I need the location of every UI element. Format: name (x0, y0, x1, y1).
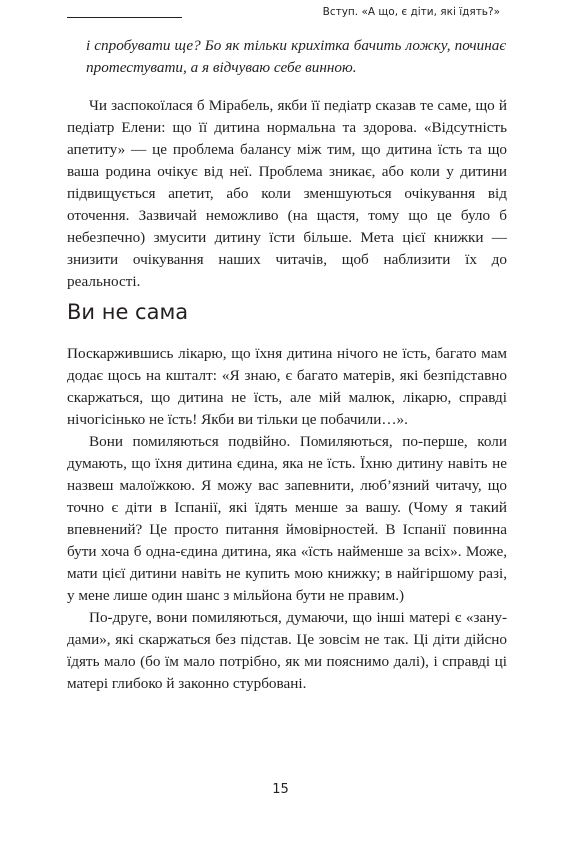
running-title: Вступ. «А що, є діти, які їдять?» (317, 6, 500, 18)
paragraph: По-друге, вони помиляються, думаючи, що інші матері є «занудами», які скаржаться без підстав. Це зовсім не так. Ці діти дійсно їдять мало (бо їм мало потрібно, як ми пояснимо далі), і справді ці матері глибоко й законно стурбовані. (67, 609, 507, 692)
paragraph: Вони помиляються подвійно. Помиляються, по-перше, коли думають, що їхня дитина єдина, яка не їсть. Їхню дитину навіть не назвеш малоїжкою. Я можу вас запевнити, люб’язний читачу, що точно є діти в Іспанії, які їдять менше за вашу. (Чому я такий впевнений? Це просто питання ймовірностей. В Іспанії повинна бути хоча б одна-єдина дитина, яка «їсть найменше за всіх». Може, мати цієї дитини навіть не купить мою книжку; в найгіршому разі, у мене лише один шанс з мільйона бути не правим.) (67, 433, 507, 604)
paragraph: Поскаржившись лікарю, що їхня дитина нічого не їсть, багато мам додає щось на кшталт: «Я знаю, є багато матерів, які безпідставно скаржаться, що дитина не їсть, але мій малюк, лікарю, справді нічогісінько не їсть! Якби ви тільки це побачили…». (67, 345, 507, 428)
quote-block: і спробувати ще? Бо як тільки крихітка бачить ложку, починає протестувати, а я відчуваю себе винною. (86, 37, 506, 76)
running-header (67, 6, 500, 18)
paragraph: Чи заспокоїлася б Мірабель, якби її педіатр сказав те саме, що й педіатр Елени: що її дитина нормальна та здорова. «Відсутність апетиту» — це проблема балансу між тим, що дитина їсть та що ваша родина очікує від неї. Проблема зникає, або коли у дитини підвищується апетит, або коли зменшуються очікування від оточення. Зазвичай неможливо (на щастя, тому що це було б небезпечно) змусити дитину їсти більше. Мета цієї книжки — знизити очікування наших читачів, щоб наблизити їх до реальності. (67, 97, 507, 290)
section-text (67, 343, 507, 695)
section-title: Ви не сама (67, 300, 189, 324)
page-number: 15 (272, 782, 289, 797)
intro-text (67, 95, 507, 293)
